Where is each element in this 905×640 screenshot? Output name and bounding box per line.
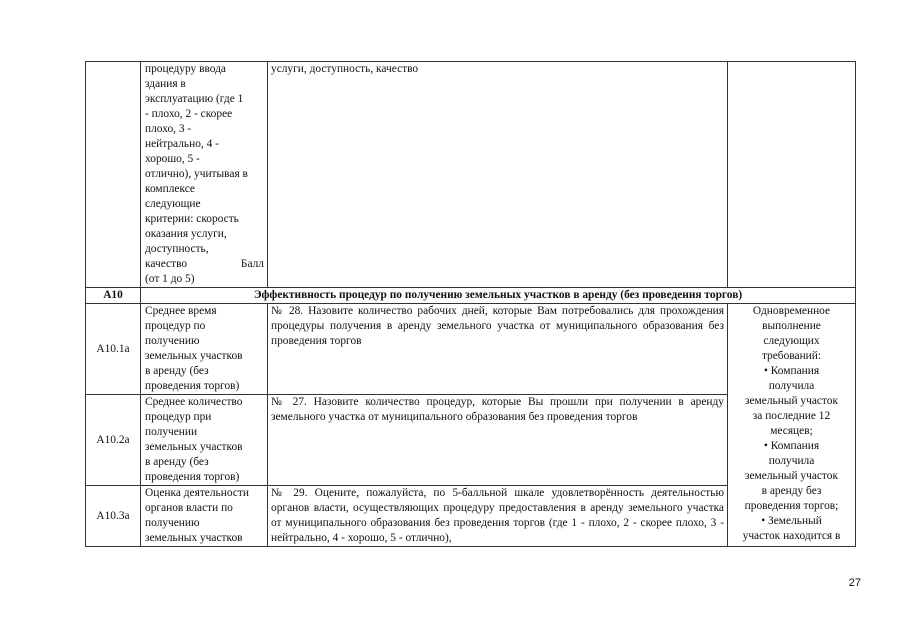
question-cell: № 29. Оцените, пожалуйста, по 5-балльной шкале удовлетворённость деятельностью органов власти, осуществляющих процедуру предоставления в аренду земельного участка от муниципального образования без проведения торгов (где 1 - плохо, 2 - скорее плохо, 3 - нейтрально, 4 - хорошо, 5 - отлично), [268,486,728,547]
requirement-line: Одновременное [752,305,831,317]
requirement-line: участок находится в [742,530,841,542]
indicator-line: доступность, [145,243,209,255]
question-cell: № 28. Назовите количество рабочих дней, которые Вам потребовались для прохождения процедуры получения в аренду земельного участка от муниципального образования без проведения торгов [268,304,728,395]
page-number: 27 [848,577,861,589]
indicator-line: комплексе [145,183,195,195]
indicator-line: эксплуатацию (где 1 [145,93,244,105]
criteria-table [85,61,856,547]
question-cell: услуги, доступность, качество [268,62,728,288]
indicator-line: проведения торгов) [145,471,240,483]
indicator-line: земельных участков [145,441,243,453]
indicator-line: критерии: скорость [145,213,239,225]
code-cell [86,62,141,288]
indicator-line: Среднее время [145,305,217,317]
requirement-line: требований: [761,350,822,362]
requirements-cell [728,304,856,547]
requirement-line: получила [768,455,815,467]
indicator-line: нейтрально, 4 - [145,138,219,150]
indicator-line: земельных участков [145,532,243,544]
indicator-line [145,257,264,272]
indicator-line: проведения торгов) [145,380,240,392]
code-cell: A10.3a [86,486,141,547]
indicator-line: - плохо, 2 - скорее [145,108,233,120]
table-row [86,304,856,395]
indicator-line: Среднее количество [145,396,243,408]
indicator-cell [141,304,268,395]
indicator-line: в аренду (без [145,456,209,468]
requirement-line: в аренду без [761,485,822,497]
indicator-line: Оценка деятельности [145,487,249,499]
indicator-line: здания в [145,78,186,90]
indicator-line: в аренду (без [145,365,209,377]
indicator-line: процедуру ввода [145,63,226,75]
code-cell: A10.1a [86,304,141,395]
indicator-line: получению [145,335,200,347]
indicator-cell [141,395,268,486]
indicator-line: процедур при [145,411,212,423]
requirement-line: земельный участок [745,470,838,482]
indicator-cell [141,486,268,547]
requirement-line: месяцев; [770,425,813,437]
requirement-line: • Компания [763,365,820,377]
section-code: A10 [86,288,141,304]
indicator-line: (от 1 до 5) [145,273,195,285]
indicator-line: органов власти по [145,502,233,514]
section-title: Эффективность процедур по получению земельных участков в аренду (без проведения торгов) [141,288,856,304]
table-row [86,62,856,288]
section-row [86,288,856,304]
indicator-split-left: качество [145,258,188,270]
indicator-line: земельных участков [145,350,243,362]
requirement-line: земельный участок [745,395,838,407]
indicator-cell [141,62,268,288]
requirement-line: за последние 12 [752,410,831,422]
requirement-line: • Компания [763,440,820,452]
indicator-line: отлично), учитывая в [145,168,248,180]
question-cell: № 27. Назовите количество процедур, которые Вы прошли при получении в аренду земельного участка от муниципального образования без проведения торгов [268,395,728,486]
requirement-line: проведения торгов; [744,500,839,512]
indicator-split-right: Балл [240,258,264,270]
indicator-line: плохо, 3 - [145,123,192,135]
indicator-line: следующие [145,198,201,210]
requirement-line: • Земельный [761,515,822,527]
code-cell: A10.2a [86,395,141,486]
indicator-line: оказания услуги, [145,228,227,240]
indicator-line: получению [145,517,200,529]
indicator-line: процедур по [145,320,206,332]
requirement-line: получила [768,380,815,392]
indicator-line: хорошо, 5 - [145,153,200,165]
requirement-line: выполнение [762,320,821,332]
indicator-line: получении [145,426,198,438]
requirements-cell [728,62,856,288]
requirement-line: следующих [763,335,820,347]
